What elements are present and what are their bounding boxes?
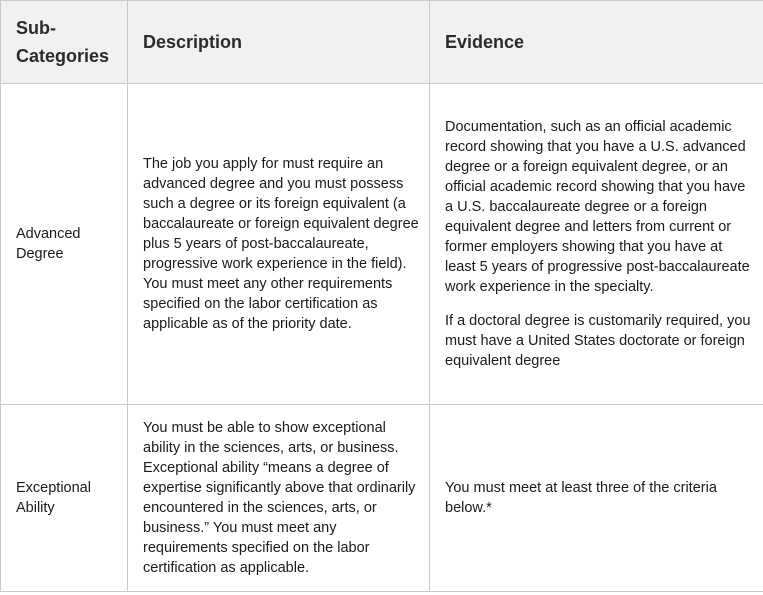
table-row	[1, 405, 763, 592]
header-subcategories: Sub-Categories	[1, 1, 128, 84]
description-cell: The job you apply for must require an advanced degree and you must possess such a degree or its foreign equivalent (a baccalaureate or foreign equivalent degree plus 5 years of post-baccalaureate, progressive work experience in the field). You must meet any other requirements specified on the labor certification as applicable as of the priority date.	[128, 84, 430, 405]
description-cell: You must be able to show exceptional ability in the sciences, arts, or business. Exceptional ability “means a degree of expertise significantly above that ordinarily encountered in the sciences, arts, or business.” You must meet any requirements specified on the labor certification as applicable.	[128, 405, 430, 592]
evidence-cell	[430, 405, 763, 592]
header-row	[1, 1, 763, 84]
table-body	[1, 84, 763, 592]
evidence-paragraph: You must meet at least three of the criteria below.*	[445, 480, 717, 516]
table-header	[1, 1, 763, 84]
evidence-paragraph: Documentation, such as an official academic record showing that you have a U.S. advanced degree or a foreign equivalent degree, or an official academic record showing that you have a U.S. baccalaureate degree or a foreign equivalent degree and letters from current or former employers showing that you have at least 5 years of progressive post-baccalaureate work experience in the specialty.	[445, 119, 750, 295]
subcategory-cell: Exceptional Ability	[1, 405, 128, 592]
header-evidence: Evidence	[430, 1, 763, 84]
subcategory-cell: Advanced Degree	[1, 84, 128, 405]
header-description: Description	[128, 1, 430, 84]
table-row	[1, 84, 763, 405]
evidence-paragraph: If a doctoral degree is customarily required, you must have a United States doctorate or foreign equivalent degree	[445, 313, 751, 369]
evidence-cell	[430, 84, 763, 405]
